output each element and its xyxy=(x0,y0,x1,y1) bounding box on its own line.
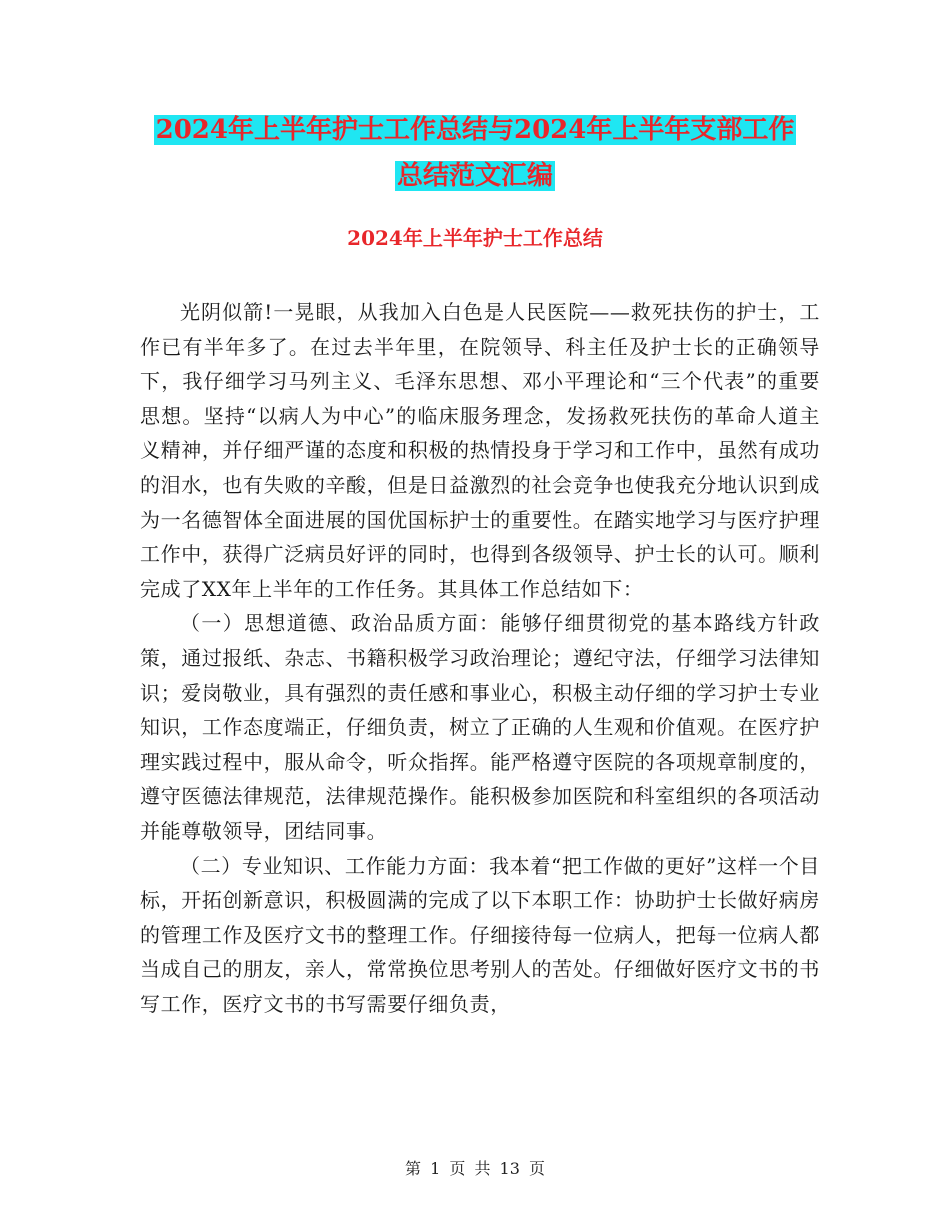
main-title-line-1 xyxy=(0,106,950,154)
paragraph-professional: （二）专业知识、工作能力方面：我本着“把工作做的更好”这样一个目标，开拓创新意识，积极圆满的完成了以下本职工作：协助护士长做好病房的管理工作及医疗文书的整理工作。仔细接待每一位病人，把每一位病人都当成自己的朋友，亲人，常常换位思考别人的苦处。仔细做好医疗文书的书写工作，医疗文书的书写需要仔细负责， xyxy=(140,853,820,1016)
main-title-line-2 xyxy=(0,152,950,200)
main-title-line-1-text: 2024年上半年护士工作总结与2024年上半年支部工作 xyxy=(155,115,795,145)
section-title: 2024年上半年护士工作总结 xyxy=(347,226,603,250)
body-text xyxy=(140,295,820,1021)
main-title-line-2-text: 总结范文汇编 xyxy=(396,161,553,191)
paragraph-intro: 光阴似箭!一晃眼，从我加入白色是人民医院——救死扶伤的护士，工作已有半年多了。在过去半年里，在院领导、科主任及护士长的正确领导下，我仔细学习马列主义、毛泽东思想、邓小平理论和“三个代表”的重要思想。坚持“以病人为中心”的临床服务理念，发扬救死扶伤的革命人道主义精神，并仔细严谨的态度和积极的热情投身于学习和工作中，虽然有成功的泪水，也有失败的辛酸，但是日益激烈的社会竞争也使我充分地认识到成为一名德智体全面进展的国优国标护士的重要性。在踏实地学习与医疗护理工作中，获得广泛病员好评的同时，也得到各级领导、护士长的认可。顺利完成了XX年上半年的工作任务。其具体工作总结如下： xyxy=(140,300,820,601)
page-footer: 第 1 页 共 13 页 xyxy=(405,1159,545,1178)
paragraph-ideology: （一）思想道德、政治品质方面：能够仔细贯彻党的基本路线方针政策，通过报纸、杂志、书籍积极学习政治理论；遵纪守法，仔细学习法律知识；爱岗敬业，具有强烈的责任感和事业心，积极主动仔细的学习护士专业知识，工作态度端正，仔细负责，树立了正确的人生观和价值观。在医疗护理实践过程中，服从命令，听众指挥。能严格遵守医院的各项规章制度的，遵守医德法律规范，法律规范操作。能积极参加医院和科室组织的各项活动并能尊敬领导，团结同事。 xyxy=(140,611,820,843)
